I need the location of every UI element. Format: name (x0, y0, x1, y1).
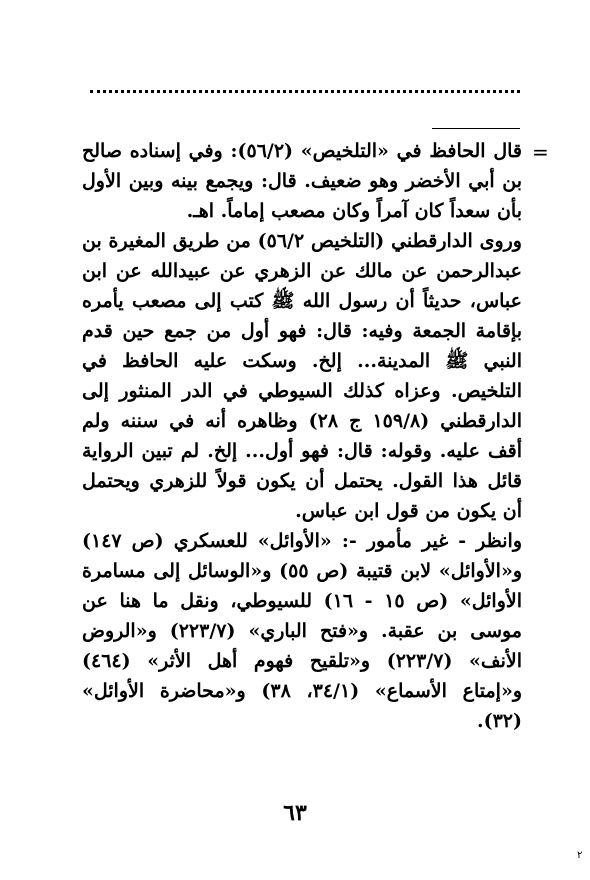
edge-mark: ٢ (577, 850, 583, 861)
header-dotted-rule (90, 90, 520, 93)
footnote-body (82, 136, 522, 736)
page-number: ٦٣ (283, 800, 307, 826)
footnote-continuation-marker: = (532, 140, 549, 164)
footnote-paragraph-2: وروى الدارقطني (التلخيص ٥٦/٢) من طريق المغيرة بن عبدالرحمن عن مالك عن الزهري عن عبيدالله عن ابن عباس، حديثاً أن رسول الله ﷺ كتب إلى مصعب يأمره بإقامة الجمعة وفيه: قال: فهو أول من جمع حين قدم النبي ﷺ المدينة... إلخ. وسكت عليه الحافظ في التلخيص. وعزاه كذلك السيوطي في الدر المنثور إلى الدارقطني (١٥٩/٨ ج ٢٨) وظاهره أنه في سننه ولم أقف عليه. وقوله: قال: فهو أول... إلخ. لم تبين الرواية قائل هذا القول. يحتمل أن يكون قولاً للزهري ويحتمل أن يكون من قول ابن عباس. (82, 230, 522, 522)
footnote-paragraph-1: قال الحافظ في «التلخيص» (٥٦/٢): وفي إسناده صالح بن أبي الأخضر وهو ضعيف. قال: ويجمع بينه وبين الأول بأن سعداً كان آمراً وكان مصعب إماماً. اهـ. (82, 140, 522, 222)
footnote-paragraph-3: وانظر - غير مأمور -: «الأوائل» للعسكري (ص ١٤٧) و«الأوائل» لابن قتيبة (ص ٥٥) و«الوسائل إلى مسامرة الأوائل» (ص ١٥ - ١٦) للسيوطي، ونقل ما هنا عن موسى بن عقبة. و«فتح الباري» (٢٢٣/٧) و«الروض الأنف» (٢٢٣/٧) و«تلقيح فهوم أهل الأثر» (٤٦٤) و«إمتاع الأسماع» (٣٤/١، ٣٨) و«محاضرة الأوائل» (٣٢). (82, 530, 523, 732)
footnote-separator-rule (432, 128, 520, 129)
